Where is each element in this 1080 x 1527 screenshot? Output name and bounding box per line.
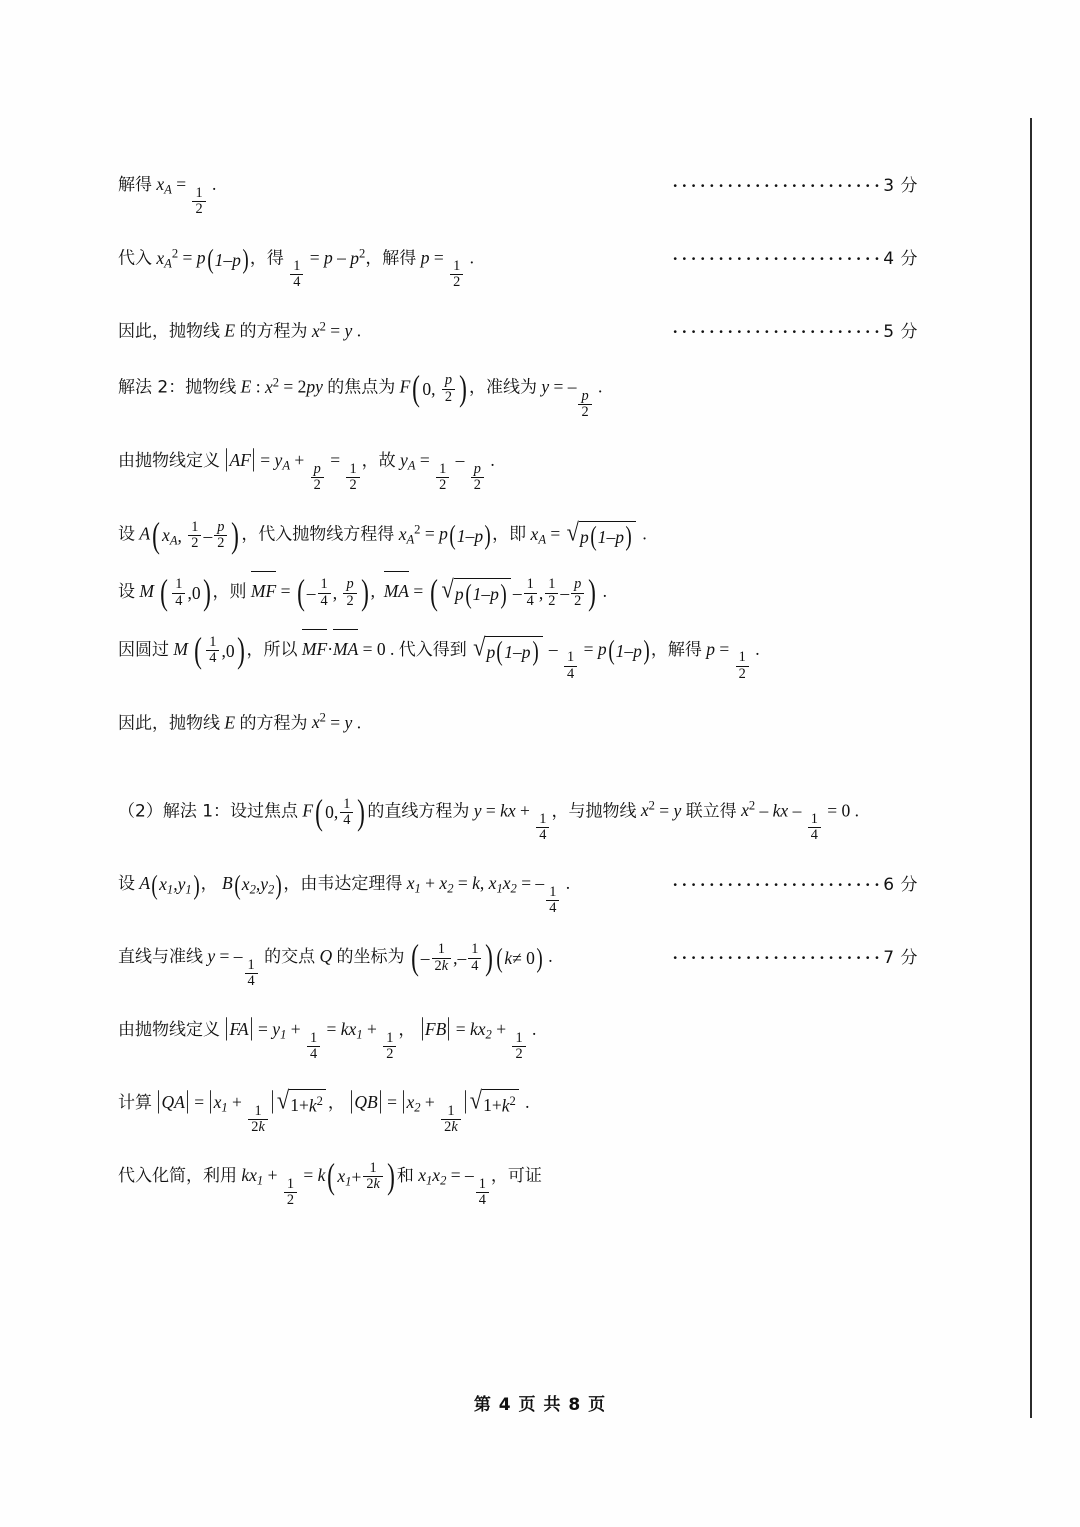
score-leader: ·······················5 分 (672, 322, 918, 343)
solution-line (118, 937, 918, 989)
solution-line (118, 572, 918, 613)
solution-line (118, 708, 918, 738)
line-content: 计算 $|QA| = |x_1$ + $\frac{1}{2k}$ | √ 1+ $k^2$ ， $|QB| = |x_2$ + $\frac{1}{2k}$ | √ 1+ $k^2$ . (118, 1085, 530, 1135)
solution-line (118, 446, 918, 493)
solution-line (118, 1085, 918, 1135)
solution-line (118, 1015, 918, 1062)
page-footer: 第 4 页 共 8 页 (473, 1395, 607, 1415)
line-content: 设 A ( $x_1,y_1$ ) ， B ( $x_2,y_2$ ) ，由韦达定理得 $x_1 + x_2 = k$, $x_1x_2$ = – $\frac{1}{4}$ . (118, 869, 571, 916)
line-content: 代入化简，利用 $kx_1$ + $\frac{1}{2}$ = k ( $x_1$ + $\frac{1}{2k}$ ) 和 $x_1x_2$ = – $\frac{1}{4}$ ，可证 (118, 1156, 542, 1208)
solution-line (118, 243, 918, 291)
solution-body (118, 170, 918, 1254)
line-content: （2）解法 1：设过焦点 F ( 0, $\frac{1}{4}$ ) 的直线方程为 y = kx + $\frac{1}{4}$ ，与抛物线 $x^2 = y$ 联立得 $x^2$ – kx – $\frac{1}{4}$ = 0 . (118, 791, 859, 844)
line-content: 由抛物线定义 $|FA| = y_1$ + $\frac{1}{4}$ = $kx_1$ + $\frac{1}{2}$ ， $|FB| = kx_2$ + $\frac{1}{2}$ . (118, 1013, 537, 1062)
line-content: 因此，抛物线 E 的方程为 $x^2 = y$ . (118, 319, 362, 343)
line-content: 因此，抛物线 E 的方程为 $x^2 = y$ . (118, 710, 362, 734)
score-leader: ·······················3 分 (672, 176, 918, 196)
solution-line (118, 316, 918, 346)
solution-line (118, 869, 918, 916)
line-content: 设 M ( $\frac{1}{4}$ ,0 ) ，则 MF = ( – $\frac{1}{4}$ , $\frac{p}{2}$ ) , MA = ( √ p ( 1–p ) – $\frac{1}{4}$ , $\frac{1}{2}$ – $\frac{p}{2}$ ) . (118, 572, 607, 613)
solution-line (118, 170, 918, 217)
score-leader: ·······················7 分 (672, 948, 918, 969)
line-content: 直线与准线 y = – $\frac{1}{4}$ 的交点 Q 的坐标为 ( – $\frac{1}{2k}$ ,– $\frac{1}{4}$ ) ( k ≠ 0 ) . (118, 937, 553, 989)
page-edge-rule (1030, 118, 1032, 1418)
solution-line (118, 791, 918, 844)
solution-line (118, 630, 918, 682)
line-content: 解得 $x_A$ = $\frac{1}{2}$ . (118, 174, 217, 217)
line-content: 解法 2：抛物线 E : $x^2 = 2py$ 的焦点为 F ( 0, $\frac{p}{2}$ ) ，准线为 y = – $\frac{p}{2}$ . (118, 368, 603, 420)
score-leader: ·······················4 分 (672, 248, 918, 269)
solution-line (118, 368, 918, 420)
line-content: 设 A ( $x_A$ , $\frac{1}{2}$ – $\frac{p}{2}$ ) ，代入抛物线方程得 $x_A^2 = p$ ( 1–p ) ，即 $x_A$ = √ p ( 1–p ) . (118, 514, 647, 555)
line-content: 代入 $x_A^2 = p$ ( 1–p ) ，得 $\frac{1}{4}$ = p – $p^2$，解得 p = $\frac{1}{2}$ . (118, 244, 474, 291)
score-leader: ·······················6 分 (672, 875, 918, 896)
solution-line (118, 1156, 918, 1208)
solution-line (118, 514, 918, 555)
line-content: 由抛物线定义 $|AF| = y_A$ + $\frac{p}{2}$ = $\frac{1}{2}$ ，故 $y_A$ = $\frac{1}{2}$ – $\frac{p}{2}$ . (118, 444, 495, 493)
line-content: 因圆过 M ( $\frac{1}{4}$ ,0 ) ，所以 MF·MA = 0 . 代入得到 √ p ( 1–p ) – $\frac{1}{4}$ = p ( 1–p ) ，解得 p = $\frac{1}{2}$ . (118, 630, 760, 682)
